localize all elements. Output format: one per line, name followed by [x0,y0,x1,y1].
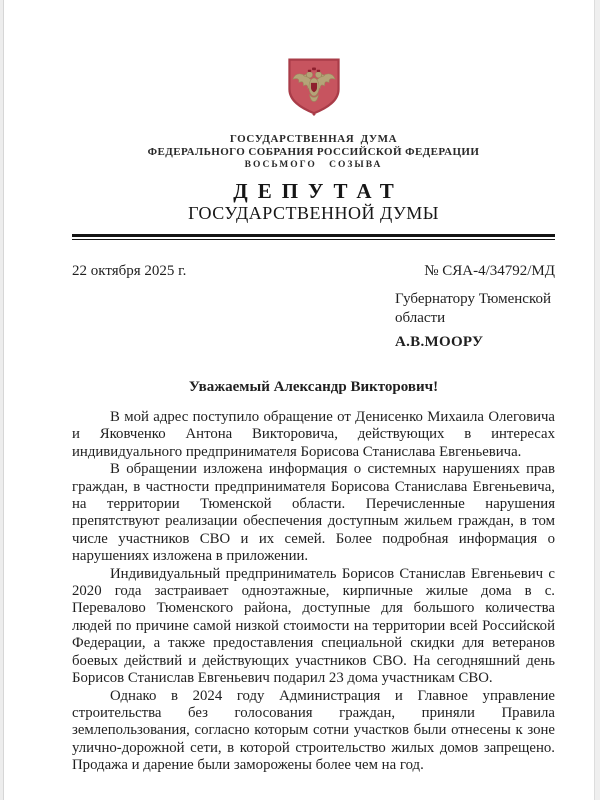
addressee-position-line1: Губернатору Тюменской [395,291,552,307]
letterhead-org-name: ГОСУДАРСТВЕННАЯ ДУМА [229,133,398,145]
page-edge-left [0,0,4,800]
letterhead-org-fullname: ФЕДЕРАЛЬНОГО СОБРАНИЯ РОССИЙСКОЙ ФЕДЕРАЦИИ [147,146,480,158]
letter-date: 22 октября 2025 г. [72,263,187,279]
letter-meta-row [72,262,555,280]
body-paragraph: Индивидуальный предприниматель Борисов Станислав Евгеньевич с 2020 года застраивает одноэтажные, кирпичные жилые дома в с. Перевалово Тюменского района, доступные для большого количества людей по причине самой низкой стоимости на территории всей Российской Федерации, а также предоставления специальной скидки для ветеранов боевых действий и действующих участников СВО. На сегодняшний день Борисов Станислав Евгеньевич подарил 23 дома участникам СВО. [72,565,555,687]
addressee-block [395,290,555,352]
letterhead-emblem [72,0,555,121]
letterhead-divider [72,234,555,240]
letter-content [72,0,555,775]
letterhead-convocation: ВОСЬМОГО СОЗЫВА [244,160,383,170]
addressee-name: А.В.МООРУ [395,334,484,350]
letter-reference-number: № СЯА-4/34792/МД [424,263,555,279]
body-paragraph: В обращении изложена информация о системных нарушениях прав граждан, в частности предпринимателя Борисова Станислава Евгеньевича, на территории Тюменской области. Перечисленные нарушения препятствуют реализации обеспечения доступным жильем граждан, в том числе участников СВО и их семей. Более подробная информация о нарушениях изложена в приложении. [72,461,555,565]
coat-of-arms-icon [286,58,342,116]
letterhead-title-deputy: ДЕПУТАТ [233,179,404,203]
salutation: Уважаемый Александр Викторович! [188,379,439,395]
body-paragraph: В мой адрес поступило обращение от Денисенко Михаила Олеговича и Яковченко Антона Викторовича, действующих в интересах индивидуального предпринимателя Борисова Станислава Евгеньевича. [72,409,555,460]
letterhead-subtitle: ГОСУДАРСТВЕННОЙ ДУМЫ [188,203,439,223]
letter-body [72,409,555,775]
body-paragraph: Однако в 2024 году Администрация и Главное управление строительства без голосования граждан, приняли Правила землепользования, согласно которым сотни участков были отнесены к зоне улично-дорожной сети, в которой строительство жилых домов запрещено. Продажа и дарение были заморожены более чем на год. [72,687,555,774]
addressee-position-line2: области [395,310,446,326]
page-edge-right [594,0,600,800]
